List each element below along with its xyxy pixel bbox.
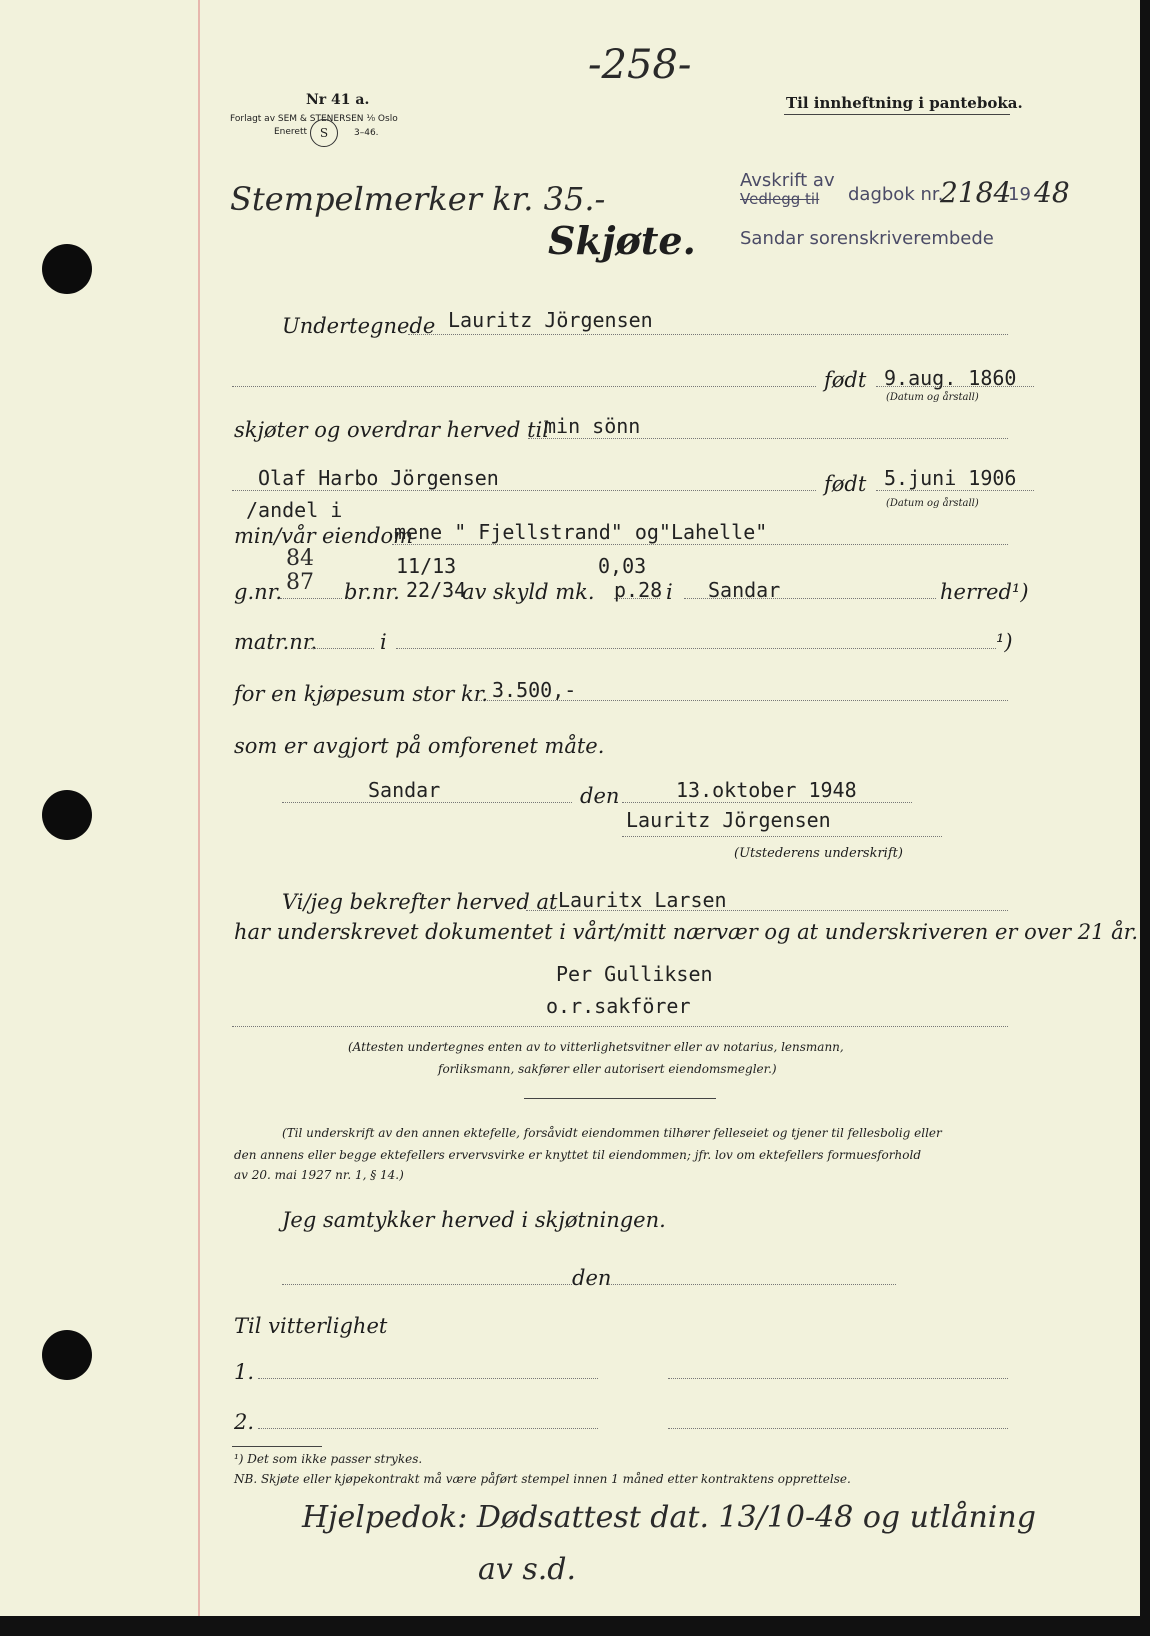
label-herred: herred¹)	[940, 580, 1029, 604]
fill-line	[528, 438, 1008, 439]
stamp-year: 48	[1034, 176, 1070, 209]
label-vitterlighet: Til vitterlighet	[234, 1314, 388, 1338]
value-price: 3.500,-	[492, 678, 577, 702]
fill-line	[608, 1284, 896, 1285]
fill-line	[876, 490, 1034, 491]
fill-line	[232, 1026, 1008, 1027]
punch-hole	[42, 244, 92, 294]
label-den-2: den	[572, 1266, 612, 1290]
label-matr-i: i	[380, 630, 387, 654]
punch-hole	[42, 790, 92, 840]
value-gnr-extra: 84	[286, 546, 314, 571]
fill-line	[282, 802, 572, 803]
spouse-note-1: (Til underskrift av den annen ektefelle, forsåvidt eiendommen tilhører felleseiet og tjener til fellesbolig eller	[282, 1126, 942, 1140]
value-place: Sandar	[368, 778, 441, 802]
footnote-1: ¹) Det som ikke passer strykes.	[234, 1452, 423, 1466]
fill-line	[232, 386, 816, 387]
label-kjopesum: for en kjøpesum stor kr.	[234, 682, 489, 706]
handwritten-note-1: Hjelpedok: Dødsattest dat. 13/10-48 og utlåning	[302, 1500, 1036, 1535]
document-title: Skjøte.	[548, 218, 696, 263]
value-date: 13.oktober 1948	[676, 778, 857, 802]
label-gnr: g.nr.	[234, 580, 283, 604]
label-undertegnede: Undertegnede	[282, 314, 436, 338]
value-birthdate-2: 5.juni 1906	[884, 466, 1017, 490]
label-fodt-2: født	[824, 472, 867, 496]
label-witness-1: 1.	[234, 1360, 255, 1384]
label-matr-end: ¹)	[996, 630, 1013, 654]
value-brnr-extra: 11/13	[396, 554, 457, 578]
text-samtykker: Jeg samtykker herved i skjøtningen.	[282, 1208, 666, 1232]
fill-line	[232, 490, 816, 491]
attest-note-2: forliksmann, sakfører eller autorisert eiendomsmegler.)	[438, 1062, 777, 1076]
label-fodt-1: født	[824, 368, 867, 392]
value-skyld: p.28	[614, 578, 663, 602]
text-underskrevet: har underskrevet dokumentet i vårt/mitt nærvær og at underskriveren er over 21 år.	[234, 920, 1139, 944]
fill-line	[408, 334, 1008, 335]
footnote-2: NB. Skjøte eller kjøpekontrakt må være påført stempel innen 1 måned etter kontraktens opprettelse.	[234, 1472, 851, 1486]
value-share: /andel i	[246, 498, 343, 522]
stamp-dagbok-number: 2184	[940, 176, 1012, 209]
fill-line	[622, 836, 942, 837]
footnote-divider	[232, 1446, 322, 1447]
label-bekrefter: Vi/jeg bekrefter herved at	[282, 890, 558, 914]
value-grantor: Lauritz Jörgensen	[448, 308, 653, 332]
margin-line	[198, 0, 200, 1616]
attest-note-1: (Attesten undertegnes enten av to vitterlighetsvitner eller av notarius, lensmann,	[348, 1040, 844, 1054]
fill-line	[668, 1428, 1008, 1429]
datum-note-2: (Datum og årstall)	[886, 498, 979, 509]
value-confirmed-person: Lauritx Larsen	[558, 888, 727, 912]
form-number: Nr 41 a.	[306, 92, 370, 108]
fill-line	[622, 802, 912, 803]
value-skyld-extra: 0,03	[598, 554, 647, 578]
value-recipient-name: Olaf Harbo Jörgensen	[258, 466, 499, 490]
handwritten-note-2: av s.d.	[478, 1552, 577, 1587]
fill-line	[392, 544, 1008, 545]
stamp-office: Sandar sorenskriverembede	[740, 228, 994, 249]
fill-line	[258, 1378, 598, 1379]
datum-note-1: (Datum og årstall)	[886, 392, 979, 403]
fill-line	[280, 598, 342, 599]
value-brnr: 22/34	[406, 578, 467, 602]
stamp-duty-note: Stempelmerker kr. 35.-	[230, 180, 606, 218]
stamp-year-prefix: 19	[1008, 184, 1031, 205]
spouse-note-3: av 20. mai 1927 nr. 1, § 14.)	[234, 1168, 404, 1182]
punch-hole	[42, 1330, 92, 1380]
header-underline	[784, 114, 1010, 115]
value-recipient-relation: min sönn	[544, 414, 641, 438]
fill-line	[396, 648, 996, 649]
value-grantor-signature: Lauritz Jörgensen	[626, 808, 831, 832]
value-birthdate-1: 9.aug. 1860	[884, 366, 1017, 390]
fill-line	[258, 1428, 598, 1429]
label-brnr: br.nr.	[344, 580, 400, 604]
fill-line	[282, 1284, 572, 1285]
label-skyld: av skyld mk.	[462, 580, 595, 604]
fill-line	[668, 1378, 1008, 1379]
label-den: den	[580, 784, 620, 808]
value-gnr: 87	[286, 570, 314, 595]
issuer-signature-note: (Utstederens underskrift)	[734, 846, 903, 861]
value-witness-name: Per Gulliksen	[556, 962, 713, 986]
value-herred: Sandar	[708, 578, 781, 602]
stamp-vedlegg: Vedlegg til	[740, 190, 820, 208]
stamp-avskrift: Avskrift av	[740, 170, 835, 191]
value-property-name: mene " Fjellstrand" og"Lahelle"	[394, 520, 768, 544]
label-matrnr: matr.nr.	[234, 630, 318, 654]
page-number: -258-	[588, 42, 692, 88]
form-publisher: Forlagt av SEM & STENERSEN ⅟₀ Oslo	[230, 114, 398, 124]
publisher-logo: S	[310, 119, 338, 147]
form-header-right: Til innheftning i panteboka.	[786, 94, 1023, 112]
text-avgjort: som er avgjort på omforenet måte.	[234, 734, 605, 758]
label-eiendom: eiendom	[322, 524, 414, 548]
label-witness-2: 2.	[234, 1410, 255, 1434]
value-witness-title: o.r.sakförer	[546, 994, 691, 1018]
spouse-note-2: den annens eller begge ektefellers ervervsvirke er knyttet til eiendommen; jfr. lov om ektefellers formuesforhold	[234, 1148, 921, 1162]
stamp-dagbok-label: dagbok nr.	[848, 184, 944, 205]
form-rights: Enerett	[274, 127, 308, 137]
section-divider	[524, 1098, 716, 1099]
fill-line	[308, 648, 374, 649]
label-i: i	[666, 580, 673, 604]
label-min-var: min/vår	[234, 524, 316, 548]
form-edition: 3–46.	[354, 128, 379, 138]
label-skjoter: skjøter og overdrar herved til	[234, 418, 549, 442]
